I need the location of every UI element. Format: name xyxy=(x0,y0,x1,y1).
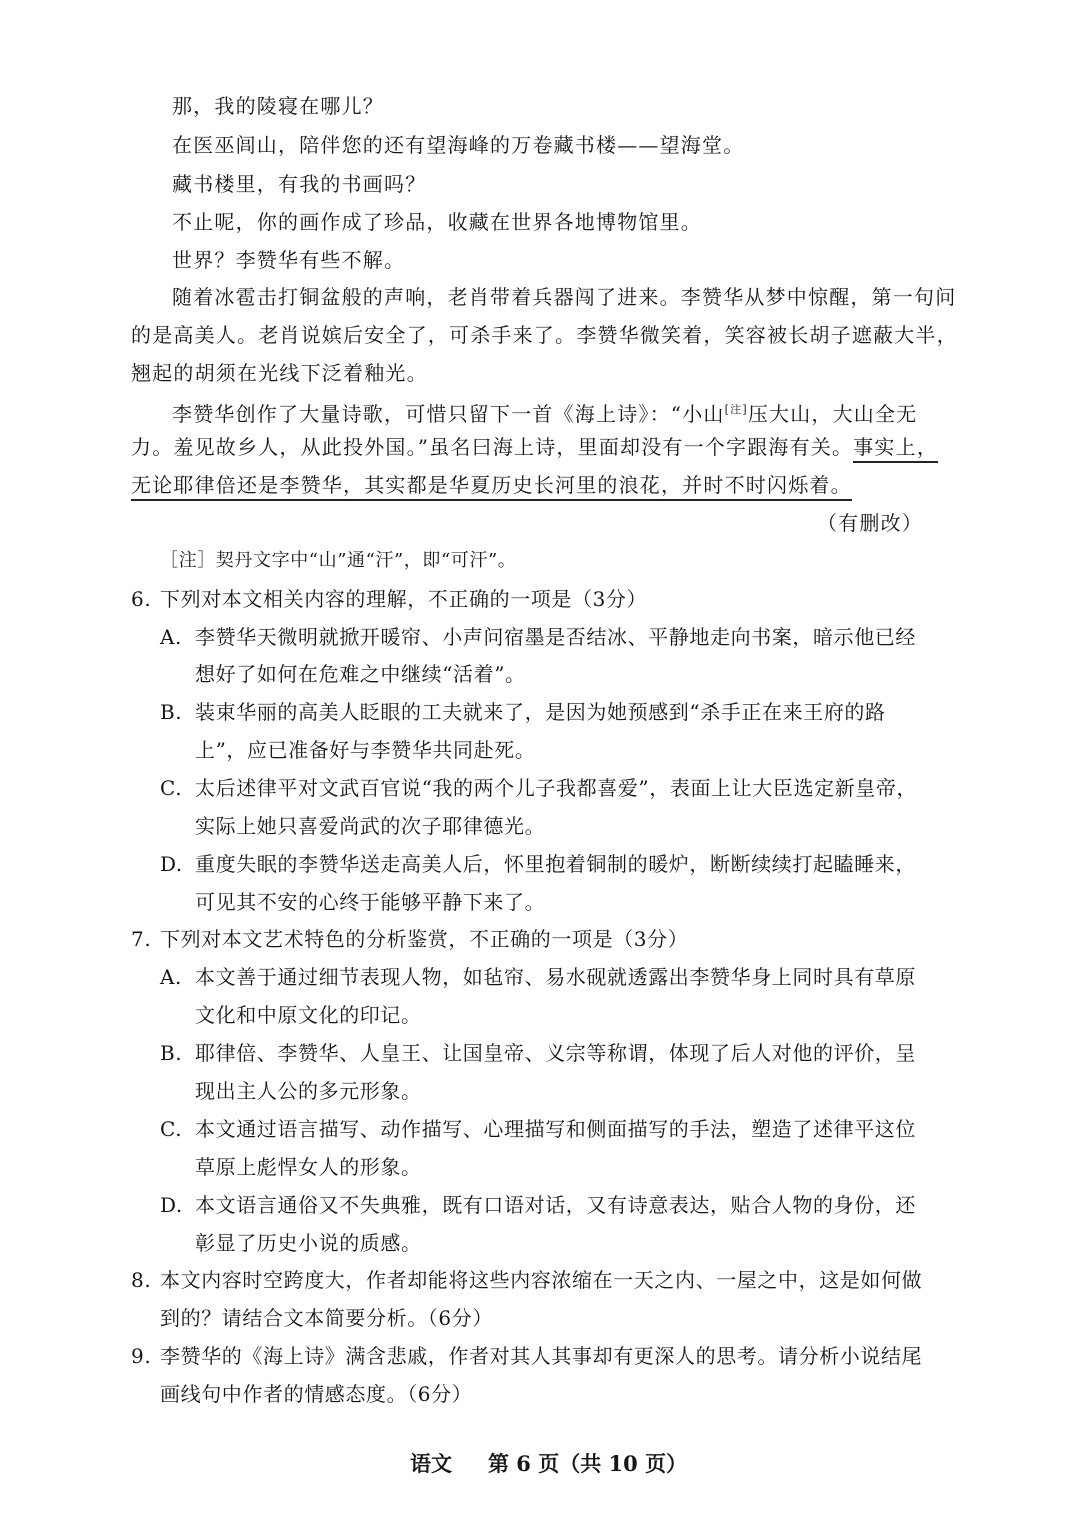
underlined-sentence: 事实上， xyxy=(853,435,938,463)
option-letter: B. xyxy=(160,700,183,724)
option-text: 本文善于通过细节表现人物，如毡帘、易水砚就透露出李赞华身上同时具有草原 xyxy=(195,965,916,989)
option-text: 彰显了历史小说的质感。 xyxy=(195,1231,422,1255)
option-text: 现出主人公的多元形象。 xyxy=(195,1079,422,1103)
option-letter: B. xyxy=(160,1041,183,1065)
option-text: 太后述律平对文武百官说“我的两个儿子我都喜爱”，表面上让大臣选定新皇帝， xyxy=(195,776,918,800)
option-text: 文化和中原文化的印记。 xyxy=(195,1003,422,1027)
footer-subject: 语文 xyxy=(410,1451,452,1476)
annotation: ［注］契丹文字中“山”通“汗”，即“可汗”。 xyxy=(160,550,517,571)
story-paragraph: 翘起的胡须在光线下泛着釉光。 xyxy=(131,361,428,385)
option-letter: D. xyxy=(160,1193,183,1217)
option-text: 李赞华天微明就掀开暖帘、小声问宿墨是否结冰、平静地走向书案，暗示他已经 xyxy=(195,625,916,649)
option-text: 可见其不安的心终于能够平静下来了。 xyxy=(195,890,546,914)
option-text: 重度失眠的李赞华送走高美人后，怀里抱着铜制的暖炉，断断续续打起瞌睡来， xyxy=(195,852,916,876)
story-paragraph-poem xyxy=(131,433,938,461)
question-number: 6. xyxy=(131,587,152,611)
story-paragraph: 随着冰雹击打铜盆般的声响，老肖带着兵器闯了进来。李赞华从梦中惊醒，第一句问 xyxy=(172,285,957,309)
question-number: 7. xyxy=(131,927,152,951)
poem-text-part: 力。羞见故乡人，从此投外国。”虽名曰海上诗，里面却没有一个字跟海有关。 xyxy=(131,435,854,459)
option-text: 草原上彪悍女人的形象。 xyxy=(195,1155,422,1179)
underlined-sentence: 无论耶律倍还是李赞华，其实都是华夏历史长河里的浪花，并时不时闪烁着。 xyxy=(131,473,852,501)
story-paragraph: 藏书楼里，有我的书画吗？ xyxy=(172,172,427,196)
story-paragraph: 在医巫闾山，陪伴您的还有望海峰的万卷藏书楼——望海堂。 xyxy=(172,133,745,157)
question-stem: 下列对本文相关内容的理解，不正确的一项是（3分） xyxy=(160,587,648,611)
option-letter: C. xyxy=(160,776,183,800)
option-text: 上”，应已准备好与李赞华共同赴死。 xyxy=(195,738,536,762)
question-number: 8. xyxy=(131,1268,152,1292)
option-text: 本文通过语言描写、动作描写、心理描写和侧面描写的手法，塑造了述律平这位 xyxy=(195,1117,916,1141)
footnote-marker: [注] xyxy=(724,403,748,416)
story-paragraph: 世界？李赞华有些不解。 xyxy=(172,248,406,272)
option-text: 装束华丽的高美人眨眼的工夫就来了，是因为她预感到“杀手正在来王府的路 xyxy=(195,700,886,724)
story-paragraph: 的是高美人。老肖说嫔后安全了，可杀手来了。李赞华微笑着，笑容被长胡子遮蔽大半， xyxy=(131,323,958,347)
footer-page-number: 第 6 页（共 10 页） xyxy=(488,1451,688,1476)
question-stem: 画线句中作者的情感态度。（6分） xyxy=(160,1382,473,1406)
option-letter: A. xyxy=(160,625,183,649)
underlined-sentence-line xyxy=(131,471,852,499)
poem-text-part: 李赞华创作了大量诗歌，可惜只留下一首《海上诗》：“小山 xyxy=(172,402,725,426)
story-paragraph: 那，我的陵寝在哪儿？ xyxy=(172,94,384,118)
question-stem: 本文内容时空跨度大，作者却能将这些内容浓缩在一天之内、一屋之中，这是如何做 xyxy=(160,1268,923,1292)
option-text: 想好了如何在危难之中继续“活着”。 xyxy=(195,662,526,686)
option-text: 实际上她只喜爱尚武的次子耶律德光。 xyxy=(195,814,546,838)
poem-text-part: 压大山，大山全无 xyxy=(747,402,918,426)
option-letter: D. xyxy=(160,852,183,876)
question-number: 9. xyxy=(131,1344,152,1368)
question-stem: 李赞华的《海上诗》满含悲戚，作者对其人其事却有更深人的思考。请分析小说结尾 xyxy=(160,1344,923,1368)
question-stem: 到的？请结合文本简要分析。（6分） xyxy=(160,1306,493,1330)
option-text: 本文语言通俗又不失典雅，既有口语对话，又有诗意表达，贴合人物的身份，还 xyxy=(195,1193,916,1217)
option-letter: A. xyxy=(160,965,183,989)
story-paragraph-poem xyxy=(172,396,917,428)
source-note: （有删改） xyxy=(817,511,923,535)
option-letter: C. xyxy=(160,1117,183,1141)
question-stem: 下列对本文艺术特色的分析鉴赏，不正确的一项是（3分） xyxy=(160,927,689,951)
option-text: 耶律倍、李赞华、人皇王、让国皇帝、义宗等称谓，体现了后人对他的评价，呈 xyxy=(195,1041,916,1065)
story-paragraph: 不止呢，你的画作成了珍品，收藏在世界各地博物馆里。 xyxy=(172,210,702,234)
